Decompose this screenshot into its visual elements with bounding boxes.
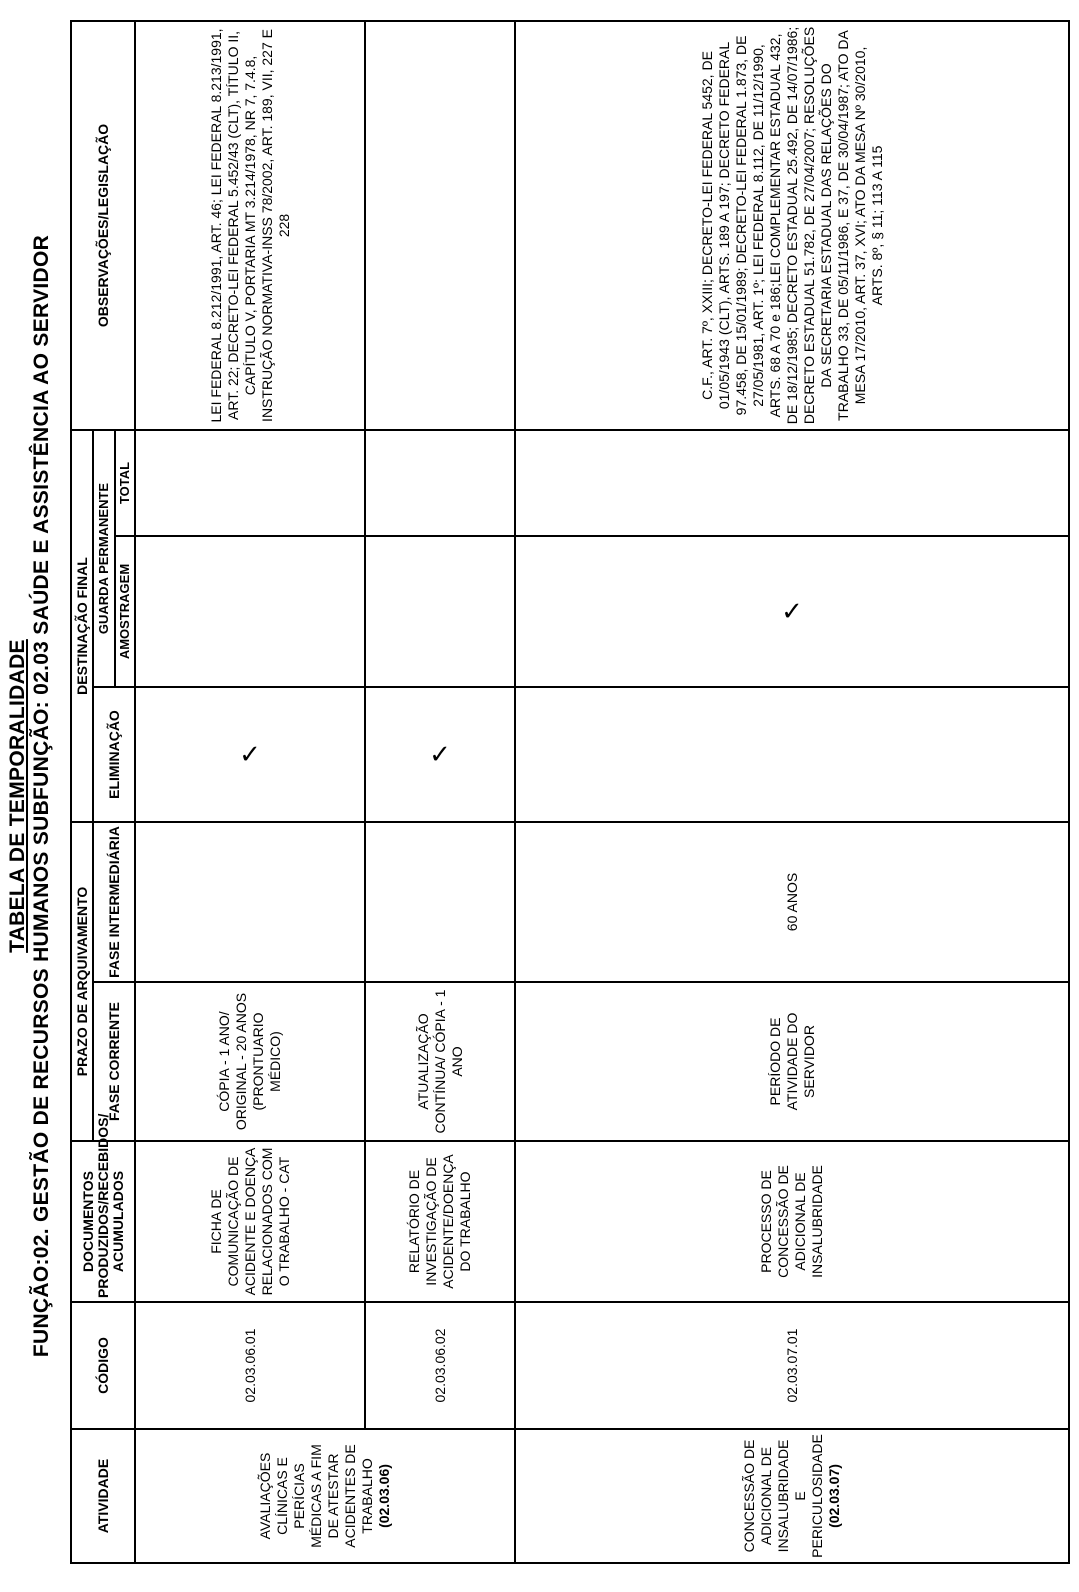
- atividade-code: (02.03.06): [376, 1464, 392, 1528]
- eliminacao-cell: [365, 687, 515, 822]
- table-row: [515, 21, 1069, 1563]
- total-cell: [365, 430, 515, 536]
- header-fase-intermediaria: FASE INTERMEDIÁRIA: [93, 822, 135, 982]
- check-mark: ✓: [781, 596, 803, 627]
- header-amostragem: AMOSTRAGEM: [115, 536, 135, 687]
- codigo-cell: 02.03.06.02: [365, 1302, 515, 1429]
- amostragem-cell: [365, 536, 515, 687]
- observacoes-cell: C.F., ART. 7º, XXIII; DECRETO-LEI FEDERAL 5452, DE 01/05/1943 (CLT), ARTS. 189 A 197; DECRETO FEDERAL 97.458, DE 15/01/1989; DECRETO-LEI FEDERAL 1.873, DE 27/05/1981, ART. 1º; LEI FEDERAL 8.112, DE 11/12/1990, ARTS. 68 A 70 e 186;LEI COMPLEMENTAR ESTADUAL 432, DE 18/12/1985; DECRETO ESTADUAL 25.492, DE 14/07/1986; DECRETO ESTADUAL 51.782, DE 27/04/2007; RESOLUÇÕES DA SECRETARIA ESTADUAL DAS RELAÇÕES DO TRABALHO 33, DE 05/11/1986, E 37, DE 30/04/1987; ATO DA MESA 17/2010, ART. 37, XVI; ATO DA MESA Nº 30/2010, ARTS. 8º, § 11; 113 A 115: [515, 21, 1069, 430]
- header-observacoes: OBSERVAÇÕES/LEGISLAÇÃO: [71, 21, 135, 430]
- codigo-cell: 02.03.06.01: [135, 1302, 365, 1429]
- documento-cell: FICHA DE COMUNICAÇÃO DE ACIDENTE E DOENÇA RELACIONADOS COM O TRABALHO - CAT: [135, 1141, 365, 1302]
- documento-cell: RELATÓRIO DE INVESTIGAÇÃO DE ACIDENTE/DOENÇA DO TRABALHO: [365, 1141, 515, 1302]
- fase-intermediaria-cell: [135, 822, 365, 982]
- amostragem-cell: [135, 536, 365, 687]
- header-total: TOTAL: [115, 430, 135, 536]
- atividade-cell: [515, 1429, 1069, 1563]
- header-codigo: CÓDIGO: [71, 1302, 135, 1429]
- total-cell: [135, 430, 365, 536]
- eliminacao-cell: [515, 687, 1069, 822]
- check-mark: ✓: [239, 739, 261, 770]
- header-destinacao: DESTINAÇÃO FINAL: [71, 430, 93, 822]
- fase-corrente-cell: PERÍODO DE ATIVIDADE DO SERVIDOR: [515, 982, 1069, 1141]
- atividade-cell: [135, 1429, 515, 1563]
- total-cell: [515, 430, 1069, 536]
- header-guarda-permanente: GUARDA PERMANENTE: [93, 430, 115, 687]
- table-row: [365, 21, 515, 1563]
- atividade-text: CONCESSÃO DE ADICIONAL DE INSALUBRIDADE E PERICULOSIDADE: [741, 1434, 825, 1558]
- header-atividade: ATIVIDADE: [71, 1429, 135, 1563]
- atividade-text: AVALIAÇÕES CLÍNICAS E PERÍCIAS MÉDICAS A FIM DE ATESTAR ACIDENTES DE TRABALHO: [257, 1444, 375, 1548]
- amostragem-cell: [515, 536, 1069, 687]
- temporality-table: [70, 20, 1070, 1564]
- observacoes-cell: [365, 21, 515, 430]
- documento-cell: PROCESSO DE CONCESSÃO DE ADICIONAL DE INSALUBRIDADE: [515, 1141, 1069, 1302]
- fase-intermediaria-cell: 60 ANOS: [515, 822, 1069, 982]
- observacoes-cell: LEI FEDERAL 8.212/1991, ART. 46; LEI FEDERAL 8.213/1991, ART. 22; DECRETO-LEI FEDERAL 5.452/43 (CLT), TÍTULO II, CAPÍTULO V, PORTARIA MT 3.214/1978, NR 7, 7.4.8, INSTRUÇÃO NORMATIVA-INSS 78/2002, ART. 189, VII, 227 E 228: [135, 21, 365, 430]
- header-documentos: DOCUMENTOS PRODUZIDOS/RECEBIDOS/ ACUMULADOS: [71, 1141, 135, 1302]
- fase-intermediaria-cell: [365, 822, 515, 982]
- fase-corrente-cell: CÓPIA - 1 ANO/ ORIGINAL - 20 ANOS (PRONTUARIO MÉDICO): [135, 982, 365, 1141]
- table-row: [135, 21, 365, 1563]
- atividade-code: (02.03.07): [826, 1464, 842, 1528]
- document-title: TABELA DE TEMPORALIDADE: [6, 639, 29, 953]
- header-prazo: PRAZO DE ARQUIVAMENTO: [71, 822, 93, 1141]
- check-mark: ✓: [429, 739, 451, 770]
- document-subtitle: FUNÇÃO:02. GESTÃO DE RECURSOS HUMANOS SUBFUNÇÃO: 02.03 SAÚDE E ASSISTÊNCIA AO SERVIDOR: [30, 234, 53, 1358]
- header-fase-corrente: FASE CORRENTE: [93, 982, 135, 1141]
- eliminacao-cell: [135, 687, 365, 822]
- codigo-cell: 02.03.07.01: [515, 1302, 1069, 1429]
- header-eliminacao: ELIMINAÇÃO: [93, 687, 135, 822]
- fase-corrente-cell: ATUALIZAÇÃO CONTÍNUA/ CÓPIA - 1 ANO: [365, 982, 515, 1141]
